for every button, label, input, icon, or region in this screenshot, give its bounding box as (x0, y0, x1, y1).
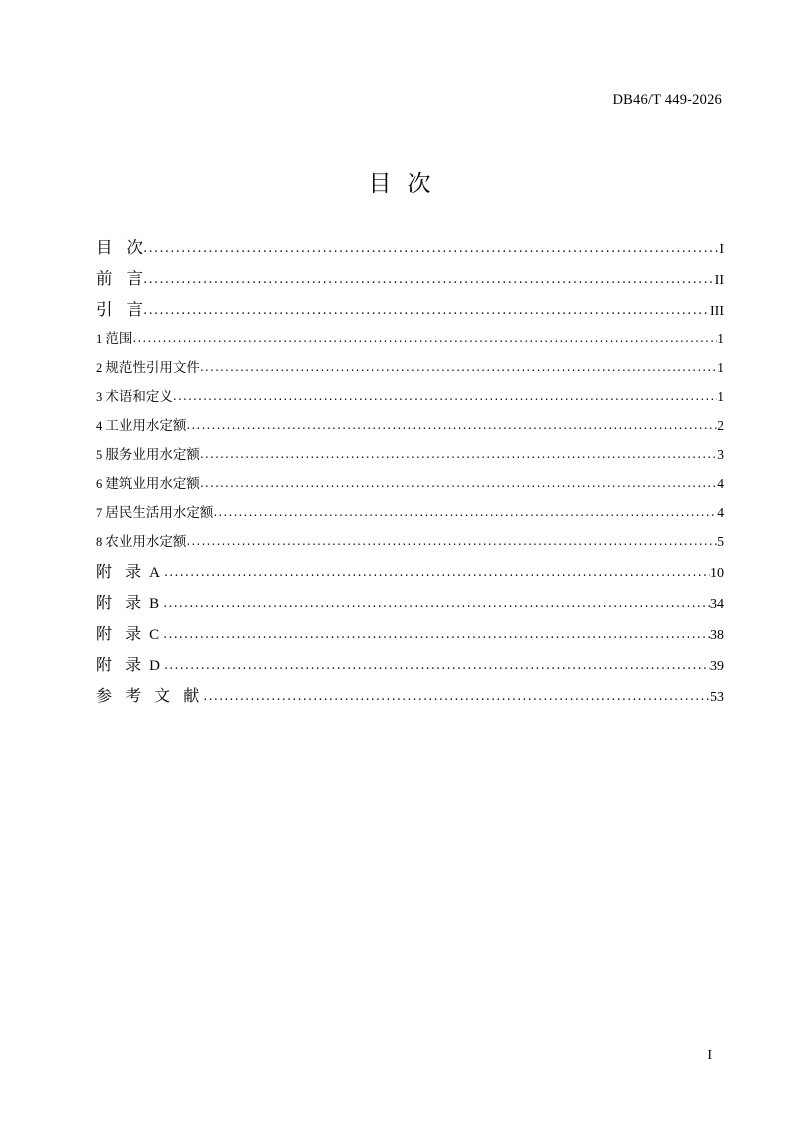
toc-entry-label (96, 472, 200, 492)
toc-annex-word: 附 录 (96, 624, 146, 643)
toc-entry-label (96, 443, 200, 463)
toc-entry-label (96, 530, 186, 550)
toc-entry-label (96, 327, 132, 347)
toc-entry-label (96, 501, 213, 521)
toc-dot-leader (143, 268, 715, 287)
toc-entry-clause-3[interactable] (96, 385, 724, 414)
toc-clause-number: 6 (96, 477, 103, 491)
toc-entry-clause-7[interactable] (96, 501, 724, 530)
toc-clause-number: 2 (96, 361, 103, 375)
toc-annex-letter: D (149, 658, 160, 674)
toc-dot-leader (164, 561, 710, 580)
toc-page-number: 2 (717, 418, 724, 433)
toc-clause-number: 3 (96, 390, 103, 404)
toc-page-number: 1 (717, 389, 724, 404)
toc-entry-label (96, 414, 186, 434)
toc-annex-letter: C (149, 627, 160, 643)
toc-label-char-1: 目 (96, 238, 113, 257)
toc-entry-clause-5[interactable] (96, 443, 724, 472)
toc-clause-title: 规范性引用文件 (105, 360, 200, 376)
toc-entry-clause-4[interactable] (96, 414, 724, 443)
toc-clause-title: 农业用水定额 (105, 534, 187, 550)
toc-label-char-1: 前 (96, 269, 113, 288)
toc-dot-leader (200, 359, 717, 375)
toc-page-number: II (714, 273, 724, 288)
toc-entry-annex-a[interactable] (96, 559, 724, 590)
toc-page-number: 4 (717, 476, 724, 491)
toc-entry-annex-c[interactable] (96, 621, 724, 652)
toc-dot-leader (164, 654, 710, 673)
toc-entry-label (96, 234, 143, 258)
toc-dot-leader (200, 446, 717, 462)
toc-annex-word: 附 录 (96, 593, 146, 612)
toc-dot-leader (186, 417, 717, 433)
toc-dot-leader (143, 237, 719, 256)
running-header-standard-number: DB46/T 449-2026 (612, 92, 722, 108)
toc-dot-leader (163, 623, 710, 642)
toc-page-number: 38 (710, 628, 724, 643)
toc-page-number: 5 (717, 534, 724, 549)
toc-clause-title: 工业用水定额 (105, 418, 187, 434)
toc-entry-clause-2[interactable] (96, 356, 724, 385)
toc-entry-introduction[interactable] (96, 296, 724, 327)
toc-label-char-2: 言 (126, 269, 143, 288)
toc-entry-label (96, 296, 143, 320)
toc-entry-label: 参 考 文 献 (96, 686, 204, 705)
toc-entry-clause-1[interactable] (96, 327, 724, 356)
toc-page-number: 4 (717, 505, 724, 520)
toc-dot-leader (132, 330, 717, 346)
toc-annex-letter: A (149, 565, 160, 581)
toc-entry-label (96, 265, 143, 289)
toc-page-number: III (710, 304, 724, 319)
toc-label-char-2: 言 (126, 300, 143, 319)
toc-clause-number: 7 (96, 506, 103, 520)
toc-annex-word: 附 录 (96, 562, 146, 581)
toc-annex-letter: B (149, 596, 160, 612)
toc-clause-number: 4 (96, 419, 103, 433)
toc-entry-annex-d[interactable] (96, 652, 724, 683)
toc-clause-number: 8 (96, 535, 103, 549)
toc-entry-foreword[interactable] (96, 265, 724, 296)
toc-dot-leader (213, 504, 717, 520)
toc-clause-number: 1 (96, 332, 103, 346)
toc-label-char-1: 引 (96, 300, 113, 319)
toc-entry-clause-8[interactable] (96, 530, 724, 559)
toc-page-number: 1 (717, 331, 724, 346)
toc-page-number: 34 (710, 597, 724, 612)
toc-annex-word: 附 录 (96, 655, 146, 674)
toc-dot-leader (163, 592, 710, 611)
toc-clause-title: 建筑业用水定额 (105, 476, 200, 492)
toc-clause-title: 服务业用水定额 (105, 447, 200, 463)
toc-clause-title: 居民生活用水定额 (105, 505, 214, 521)
toc-dot-leader (173, 388, 717, 404)
toc-dot-leader (186, 533, 717, 549)
toc-dot-leader (203, 685, 710, 704)
page-title-char-1: 目 (368, 171, 393, 197)
toc-label-char-2: 次 (126, 238, 143, 257)
toc-entry-label (96, 356, 200, 376)
toc-page-number: I (719, 242, 724, 257)
toc-page-number: 10 (710, 566, 724, 581)
page-title-char-2: 次 (407, 171, 432, 197)
toc-page-number: 53 (710, 690, 724, 705)
toc-entry-contents[interactable] (96, 234, 724, 265)
table-of-contents (96, 234, 724, 714)
toc-page-number: 3 (717, 447, 724, 462)
toc-entry-label (96, 385, 173, 405)
toc-entry-clause-6[interactable] (96, 472, 724, 501)
toc-entry-annex-b[interactable] (96, 590, 724, 621)
toc-clause-title: 范围 (105, 331, 133, 347)
toc-page-number: 39 (710, 659, 724, 674)
toc-clause-number: 5 (96, 448, 103, 462)
toc-entry-label (96, 621, 163, 644)
toc-page-number: 1 (717, 360, 724, 375)
toc-dot-leader (143, 299, 710, 318)
toc-entry-label (96, 652, 164, 675)
toc-entry-label (96, 559, 164, 582)
page-title (0, 165, 800, 198)
toc-entry-bibliography[interactable] (96, 683, 724, 714)
toc-entry-label (96, 590, 163, 613)
footer-page-number: I (707, 1048, 712, 1063)
toc-clause-title: 术语和定义 (105, 389, 173, 405)
toc-dot-leader (200, 475, 717, 491)
